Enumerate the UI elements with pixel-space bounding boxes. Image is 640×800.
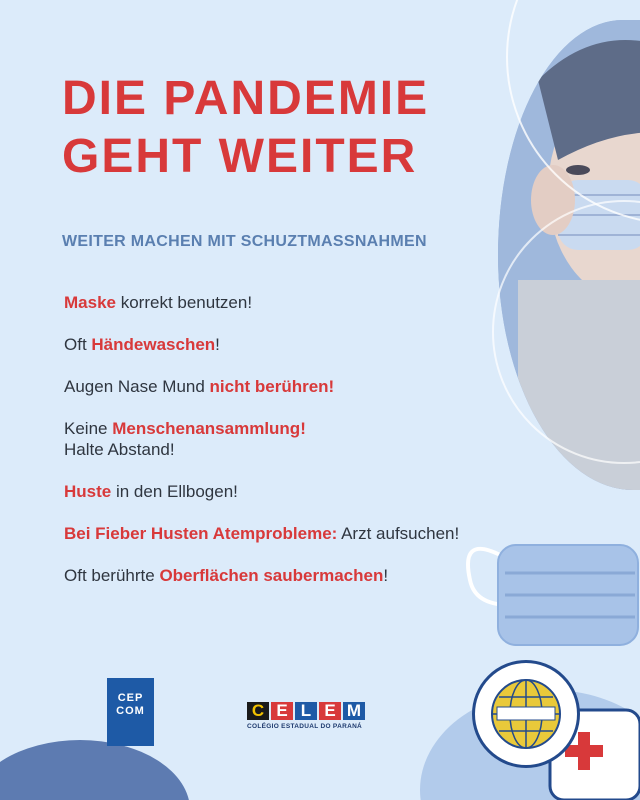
rule-highlight: Oberflächen saubermachen (159, 566, 384, 585)
page-title (62, 70, 502, 186)
rule-highlight: Händewaschen (91, 335, 216, 354)
cepcom-logo (107, 678, 154, 746)
celem-logo (247, 702, 399, 732)
rule-text: in den Ellbogen! (111, 482, 238, 501)
title-line-2: GEHT WEITER (62, 130, 418, 183)
rule-highlight: Menschenansammlung! (112, 419, 306, 438)
globe-icon (475, 663, 577, 765)
rule-item (64, 418, 484, 460)
celem-letter: L (295, 702, 317, 720)
rule-item (64, 565, 484, 586)
surgical-mask-icon (460, 525, 640, 665)
rule-item (64, 292, 484, 313)
celem-letters (247, 702, 399, 720)
cepcom-logo-line2: COM (116, 705, 145, 717)
school-seal (472, 660, 580, 768)
rule-text: Oft (64, 335, 92, 354)
celem-letter: E (319, 702, 341, 720)
celem-letter: C (247, 702, 269, 720)
rule-text: Arzt aufsuchen! (337, 524, 460, 543)
rule-highlight: nicht berühren! (209, 377, 335, 396)
rule-item (64, 334, 484, 355)
rule-highlight: Bei Fieber Husten Atemprobleme: (64, 524, 338, 543)
subtitle: WEITER MACHEN MIT SCHUZTMASSNAHMEN (62, 233, 427, 250)
rules-list (64, 292, 484, 607)
title-line-1: DIE PANDEMIE (62, 72, 430, 125)
decorative-blob-bottom-left (0, 740, 190, 800)
rule-highlight: Maske (64, 293, 116, 312)
rule-highlight: Huste (64, 482, 112, 501)
celem-subtitle: COLÉGIO ESTADUAL DO PARANÁ (247, 723, 363, 730)
rule-text: Oft berührte (64, 566, 160, 585)
rule-item (64, 376, 484, 397)
rule-text: Halte Abstand! (64, 440, 175, 459)
rule-item (64, 481, 484, 502)
rule-text: ! (215, 335, 220, 354)
rule-text: korrekt benutzen! (115, 293, 253, 312)
rule-text: Augen Nase Mund (64, 377, 210, 396)
rule-text: ! (383, 566, 389, 585)
rule-item (64, 523, 484, 544)
rule-text: Keine (64, 419, 113, 438)
celem-letter: E (271, 702, 293, 720)
cepcom-logo-line1: CEP (117, 692, 144, 704)
celem-letter: M (343, 702, 365, 720)
